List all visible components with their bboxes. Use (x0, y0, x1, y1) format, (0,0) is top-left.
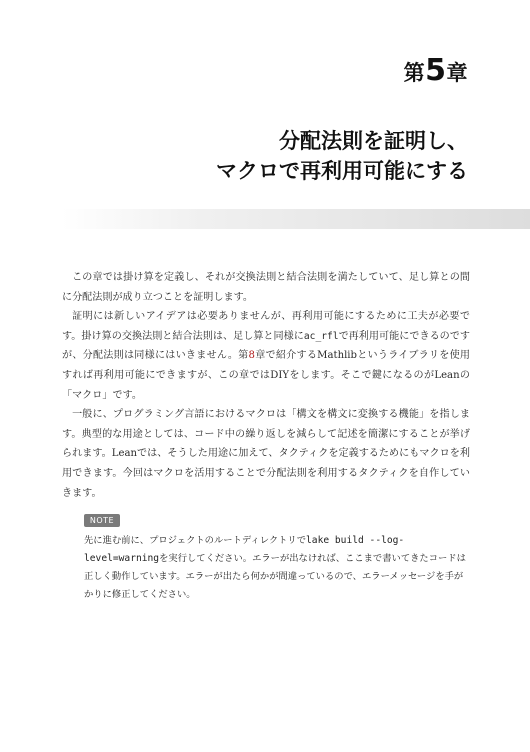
chapter-intro-body (62, 268, 470, 503)
note-text-b: を実行してください。エラーが出なければ、ここまで書いてきたコードは正しく動作しています。エラーが出たら何かが間違っているので、エラーメッセージを手がかりに修正してください。 (84, 553, 466, 600)
note-paragraph (84, 532, 470, 604)
paragraph-2-text-c: 章で紹介するMathlibというライブラリを使用すれば再利用可能にできますが、この章ではDIYをします。そこで鍵になるのがLeanの「マクロ」です。 (62, 350, 470, 401)
chapter-suffix: 章 (446, 61, 468, 85)
chapter-8-reference[interactable]: 8 (248, 350, 255, 362)
chapter-title-line-2: マクロで再利用可能にする (216, 159, 468, 183)
paragraph-3: 一般に、プログラミング言語におけるマクロは「構文を構文に変換する機能」を指します。典型的な用途としては、コード中の繰り返しを減らして記述を簡潔にすることが挙げられます。Leanでは、そうした用途に加えて、タクティクを定義するためにもマクロを利用できます。今回はマクロを活用することで分配法則を利用するタクティクを自作していきます。 (62, 409, 470, 499)
note-content (84, 532, 470, 604)
paragraph-1: この章では掛け算を定義し、それが交換法則と結合法則を満たしていて、足し算との間に分配法則が成り立つことを証明します。 (62, 272, 470, 303)
note-text-a: 先に進む前に、プロジェクトのルートディレクトリで (84, 535, 307, 546)
inline-code-ac-rfl: ac_rfl (303, 330, 339, 342)
note-badge: NOTE (84, 514, 120, 527)
inline-code-lake-build: lake build --log-level=warning (84, 535, 405, 564)
chapter-title-line-1: 分配法則を証明し、 (279, 129, 468, 153)
chapter-prefix: 第 (403, 61, 426, 85)
chapter-title (216, 126, 468, 186)
chapter-number-digit: 5 (425, 53, 447, 88)
title-divider-band (62, 209, 530, 229)
paragraph-2 (62, 307, 470, 405)
paragraph-2-text-a: 証明には新しいアイデアは必要ありませんが、再利用可能にするために工夫が必要です。掛け算の交換法則と結合法則は、足し算と同様に (62, 311, 470, 342)
paragraph-2-text-b: で再利用可能にできるのですが、分配法則は同様にはいきません。第 (62, 330, 471, 362)
chapter-number (403, 53, 468, 88)
